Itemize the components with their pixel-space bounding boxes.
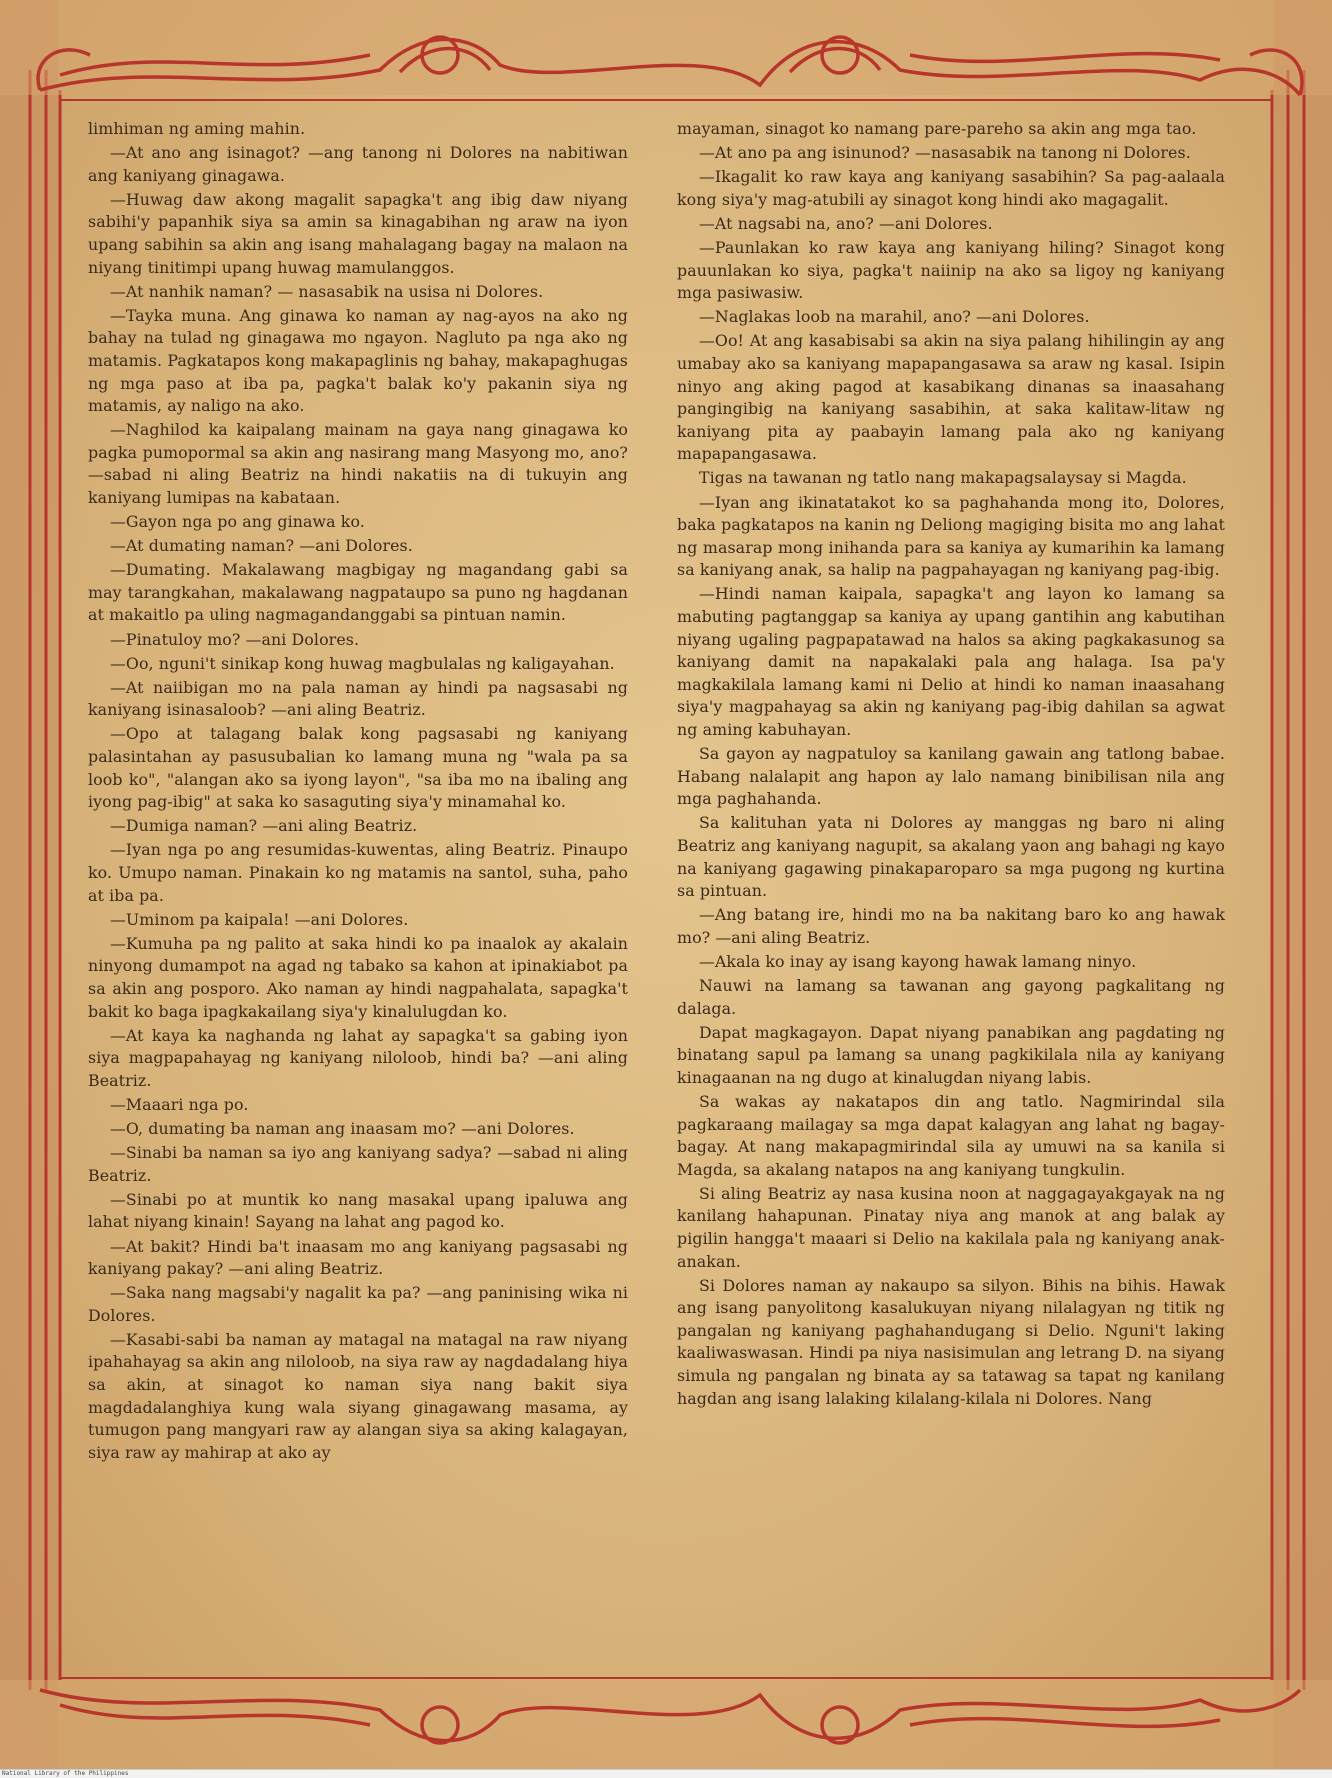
paragraph: —Oo! At ang kasabisabi sa akin na siya palang hihilingin ay ang umabay ako sa kaniyang mapapangasawa sa araw ng kasal. Isipin ninyo ang aking pagod at kasabikang dinanas sa inaasahang pangingibig na kaniyang sasabihin, at saka kalitaw-litaw ng kaniyang pita ay paabayin lamang pala ako ng kaniyang mapapangasawa. [677,331,1225,464]
paragraph: —Uminom pa kaipala! —ani Dolores. [110,909,409,929]
paragraph: Sa kalituhan yata ni Dolores ay manggas ng baro ni aling Beatriz ang kaniyang nagupit, sa akalang yaon ang bahagi ng kayo na kaniyang gagawing pinakaparoparo sa mga pugong ng kurtina sa pintuan. [677,813,1225,901]
paragraph: Si aling Beatriz ay nasa kusina noon at naggagayakgayak na ng kanilang hahapunan. Pinatay niya ang manok at ang balak ay pigilin hangga't maaari si Delio na kakilala pala ng kaniyang anak-anakan. [677,1183,1225,1271]
paragraph: —Gayon nga po ang ginawa ko. [110,512,365,532]
paragraph: —At kaya ka naghanda ng lahat ay sapagka't sa gabing iyon siya magpapahayag ng kaniyang niloloob, hindi ba? —ani aling Beatriz. [88,1025,628,1090]
paragraph: —Pinatuloy mo? —ani Dolores. [110,629,360,649]
paragraph: —Opo at talagang balak kong pagsasabi ng kaniyang palasintahan ay pasusubalian ko lamang muna ng "wala pa sa loob ko", "alangan ako sa iyong layon", "sa iba mo na ibaling ang iyong pag-ibig" at saka ko sasaguting siya'y minamahal ko. [88,724,628,812]
paragraph: —Kumuha pa ng palito at saka hindi ko pa inaalok ay akalain ninyong dumampot na agad ng tabako sa kahon at ipinakiabot pa sa akin ang posporo. Ako naman ay hindi nagpahalata, sapagka't bakit ko baga ipagkakailang siya'y kinalulugdan ko. [88,933,628,1021]
paragraph: Tigas na tawanan ng tatlo nang makapagsalaysay si Magda. [699,468,1187,488]
paragraph: —Naglakas loob na marahil, ano? —ani Dolores. [699,307,1090,327]
paragraph: —Sinabi ba naman sa iyo ang kaniyang sadya? —sabad ni aling Beatriz. [88,1143,628,1185]
paragraph: limhiman ng aming mahin. [88,119,306,138]
paragraph: Dapat magkagayon. Dapat niyang panabikan ang pagdating ng binatang sapul pa lamang sa unang pagkikilala nila ay kaniyang kinagaanan na ng dugo at kinalugdan niyang labis. [677,1022,1225,1087]
paragraph: —Naghilod ka kaipalang mainam na gaya nang ginagawa ko pagka pumopormal sa akin ang nasirang mang Masyong mo, ano? —sabad ni aling Beatriz na hindi nakatiis na di tukuyin ang kaniyang lumipas na kabataan. [88,420,628,507]
paragraph: —Akala ko inay ay isang kayong hawak lamang ninyo. [699,951,1137,971]
paragraph: —At ano ang isinagot? —ang tanong ni Dolores na nabitiwan ang kaniyang ginagawa. [88,143,628,185]
paragraph: —At bakit? Hindi ba't inaasam mo ang kaniyang pagsasabi ng kaniyang pakay? —ani aling Beatriz. [88,1236,628,1279]
paragraph: —Dumating. Makalawang magbigay ng magandang gabi sa may tarangkahan, makalawang nagpataupo sa puno ng hagdanan at makaitlo pa uling nagmagandanggabi sa pintuan namin. [88,560,628,625]
paragraph: —Hindi naman kaipala, sapagka't ang layon ko lamang sa mabuting pagtanggap sa kaniya ay upang gantihin ang kabutihan niyang ugaling pagpapatawad na halos sa aking pagkakasunog sa kaniyang damit na napakalaki pala ang halaga. Isa pa'y magkakilala lamang kami ni Delio at hindi ko naman inaasahang siya'y magpahayag sa akin ng kaniyang pag-ibig dahilan sa agwat ng aming kabuhayan. [677,584,1225,739]
paragraph: —Paunlakan ko raw kaya ang kaniyang hiling? Sinagot kong pauunlakan ko siya, pagka't naiinip na ako sa ligoy ng kaniyang mga pasiwasiw. [677,237,1225,303]
paragraph: —O, dumating ba naman ang inaasam mo? —ani Dolores. [110,1119,575,1139]
paragraph: —At nagsabi na, ano? —ani Dolores. [699,213,993,233]
paragraph: —Iyan nga po ang resumidas-kuwentas, aling Beatriz. Pinaupo ko. Umupo naman. Pinakain ko ng matamis na santol, suha, paho at iba pa. [88,840,628,905]
paragraph: —Maaari nga po. [110,1094,249,1114]
paragraph: —At naiibigan mo na pala naman ay hindi pa nagsasabi ng kaniyang isinasaloob? —ani aling Beatriz. [88,677,628,720]
paragraph: —Huwag daw akong magalit sapagka't ang ibig daw niyang sabihi'y papanhik siya sa amin sa kinagabihan ng araw na iyon upang sabihin sa akin ang isang mahalagang bagay na malaon na niyang tinitimpi upang huwag mamulanggos. [88,189,628,277]
paragraph: Nauwi na lamang sa tawanan ang gayong pagkalitang ng dalaga. [677,975,1225,1018]
paragraph: —At dumating naman? —ani Dolores. [110,536,413,556]
left-text-column [88,118,628,1466]
paragraph: Si Dolores naman ay nakaupo sa silyon. Bihis na bihis. Hawak ang isang panyolitong kasalukuyan niyang nilalagyan ng titik ng pangalan ng kaniyang paghahandugang si Delio. Nguni't laking kaaliwaswasan. Hindi pa niya nasisimulan ang letrang D. na siyang simula ng pangalan ng binata ay sa tatawag sa tapat ng kanilang hagdan ang isang lalaking kilalang-kilala ni Dolores. Nang [677,1275,1225,1408]
archive-footer: National Library of the Philippines [0,1769,1332,1778]
paragraph: Sa wakas ay nakatapos din ang tatlo. Nagmirindal sila pagkaraang mailagay sa mga dapat kalagyan ang lahat ng bagay-bagay. At nang makapagmirindal sila ay umuwi na sa kanila si Magda, sa akalang natapos na ang kaniyang tungkulin. [677,1091,1225,1179]
paragraph: —Iyan ang ikinatatakot ko sa paghahanda mong ito, Dolores, baka pagkatapos na kanin ng Deliong magiging bisita mo ang lahat ng masarap mong inihanda para sa kaniya ay kumarihin ka lamang sa kaniyang anak, sa halip na pagpahayagan ng kaniyang pag-ibig. [677,492,1225,580]
right-text-column [677,118,1225,1412]
paragraph: Sa gayon ay nagpatuloy sa kanilang gawain ang tatlong babae. Habang nalalapit ang hapon ay lalo namang binibilisan nila ang mga paghahanda. [677,744,1225,809]
paragraph: —Oo, nguni't sinikap kong huwag magbulalas ng kaligayahan. [110,653,615,673]
paragraph: —Saka nang magsabi'y nagalit ka pa? —ang paninising wika ni Dolores. [88,1283,628,1325]
paragraph: —Kasabi-sabi ba naman ay matagal na matagal na raw niyang ipahahayag sa akin ang niloloob, na siya raw ay nagdadalang hiya sa akin, at sinagot ko naman siya nang bakit siya magdadalanghiya kung wala siyang ginagawang masama, ay tumugon pang mangyari raw ay alangan siya sa aking kalagayan, siya raw ay mahirap at ako ay [88,1329,628,1462]
paragraph: —Dumiga naman? —ani aling Beatriz. [110,816,418,836]
paragraph: —Tayka muna. Ang ginawa ko naman ay nag-ayos na ako ng bahay na tulad ng ginagawa mo ngayon. Nagluto pa nga ako ng matamis. Pagkatapos kong makapaglinis ng bahay, makapaghugas ng mga paso at iba pa, pagka't balak ko'y pakanin siya ng matamis, ay naligo na ako. [88,305,628,416]
paragraph: —Ikagalit ko raw kaya ang kaniyang sasabihin? Sa pag-aalaala kong siya'y mag-atubili ay sinagot kong hindi ako magagalit. [677,167,1225,209]
paragraph: mayaman, sinagot ko namang pare-pareho sa akin ang mga tao. [677,119,1197,138]
paragraph: —At nanhik naman? — nasasabik na usisa ni Dolores. [110,281,544,301]
paragraph: —At ano pa ang isinunod? —nasasabik na tanong ni Dolores. [699,143,1191,163]
paragraph: —Ang batang ire, hindi mo na ba nakitang baro ko ang hawak mo? —ani aling Beatriz. [677,905,1225,947]
paragraph: —Sinabi po at muntik ko nang masakal upang ipaluwa ang lahat niyang kinain! Sayang na lahat ang pagod ko. [88,1189,628,1232]
